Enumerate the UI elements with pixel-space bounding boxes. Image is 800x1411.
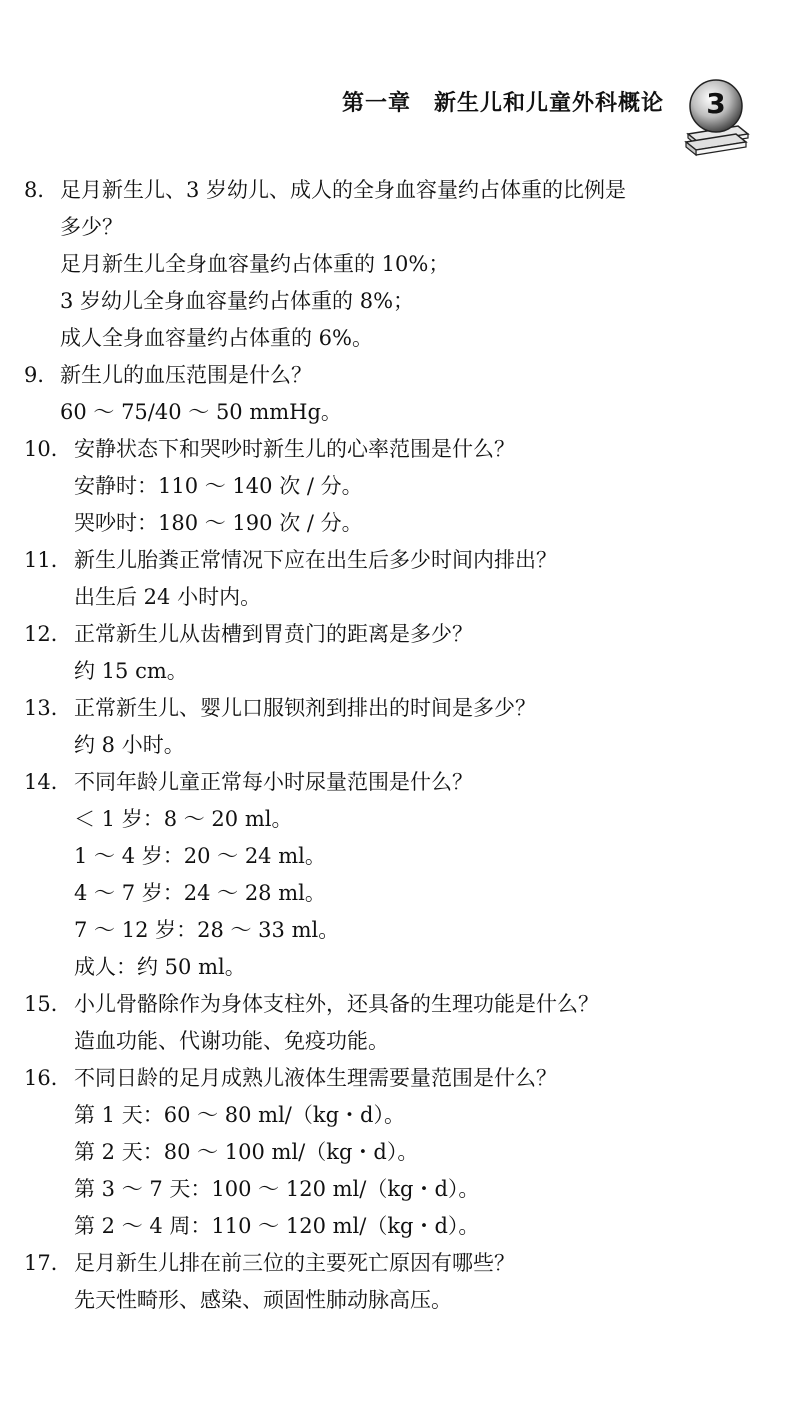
answer-line: 先天性畸形、感染、顽固性肺动脉高压。	[74, 1288, 452, 1312]
qa-item	[0, 1245, 800, 1319]
answer-line: 第 2 ～ 4 周：110 ～ 120 ml/（kg・d）。	[74, 1214, 480, 1238]
qa-item	[0, 986, 800, 1060]
question-number: 10．	[24, 437, 72, 461]
answer-line: 哭吵时：180 ～ 190 次 / 分。	[74, 511, 363, 535]
answer-line: 第 3 ～ 7 天：100 ～ 120 ml/（kg・d）。	[74, 1177, 480, 1201]
qa-list	[0, 172, 800, 1319]
qa-item	[0, 357, 800, 431]
answer-line: 造血功能、代谢功能、免疫功能。	[74, 1029, 389, 1053]
question-number: 17．	[24, 1251, 72, 1275]
page-number: 3	[706, 87, 726, 120]
question-text: 不同年龄儿童正常每小时尿量范围是什么？	[74, 770, 473, 794]
question-line	[0, 542, 800, 579]
qa-item	[0, 172, 800, 357]
answer-line: 3 岁幼儿全身血容量约占体重的 8%；	[60, 289, 415, 313]
answer-line: 约 8 小时。	[74, 733, 185, 757]
qa-item	[0, 542, 800, 616]
question-number: 12．	[24, 622, 72, 646]
question-text: 新生儿的血压范围是什么？	[60, 363, 312, 387]
qa-item	[0, 690, 800, 764]
question-text: 不同日龄的足月成熟儿液体生理需要量范围是什么？	[74, 1066, 557, 1090]
page-number-badge	[680, 76, 752, 160]
answer-line: 第 1 天：60 ～ 80 ml/（kg・d）。	[74, 1103, 405, 1127]
question-text: 正常新生儿从齿槽到胃贲门的距离是多少？	[74, 622, 473, 646]
answer-line: 60 ～ 75/40 ～ 50 mmHg。	[60, 400, 342, 424]
question-number: 15．	[24, 992, 72, 1016]
question-number: 9．	[24, 363, 59, 387]
question-line	[0, 1245, 800, 1282]
question-text: 正常新生儿、婴儿口服钡剂到排出的时间是多少？	[74, 696, 536, 720]
answer-line: 约 15 cm。	[74, 659, 188, 683]
question-text: 新生儿胎粪正常情况下应在出生后多少时间内排出？	[74, 548, 557, 572]
question-number: 16．	[24, 1066, 72, 1090]
qa-item	[0, 431, 800, 542]
answer-line: 成人全身血容量约占体重的 6%。	[60, 326, 373, 350]
chapter-title: 第一章 新生儿和儿童外科概论	[341, 91, 664, 116]
question-text: 足月新生儿、3 岁幼儿、成人的全身血容量约占体重的比例是	[60, 178, 627, 202]
question-number: 13．	[24, 696, 72, 720]
qa-item	[0, 764, 800, 986]
answer-line: 4 ～ 7 岁：24 ～ 28 ml。	[74, 881, 326, 905]
question-text: 小儿骨骼除作为身体支柱外，还具备的生理功能是什么？	[74, 992, 599, 1016]
question-line	[0, 431, 800, 468]
answer-line: 1 ～ 4 岁：20 ～ 24 ml。	[74, 844, 326, 868]
question-line	[0, 690, 800, 727]
question-text: 足月新生儿排在前三位的主要死亡原因有哪些？	[74, 1251, 515, 1275]
answer-line: 出生后 24 小时内。	[74, 585, 262, 609]
answer-line: 成人：约 50 ml。	[74, 955, 246, 979]
question-number: 11．	[24, 548, 72, 572]
answer-line: ＜ 1 岁：8 ～ 20 ml。	[74, 807, 293, 831]
question-line	[0, 172, 800, 209]
question-line	[0, 1060, 800, 1097]
answer-line: 足月新生儿全身血容量约占体重的 10%；	[60, 252, 450, 276]
answer-line: 第 2 天：80 ～ 100 ml/（kg・d）。	[74, 1140, 419, 1164]
question-text: 安静状态下和哭吵时新生儿的心率范围是什么？	[74, 437, 515, 461]
qa-item	[0, 1060, 800, 1245]
answer-line: 7 ～ 12 岁：28 ～ 33 ml。	[74, 918, 340, 942]
question-line	[0, 357, 800, 394]
answer-line: 安静时：110 ～ 140 次 / 分。	[74, 474, 363, 498]
question-number: 14．	[24, 770, 72, 794]
question-text-continued: 多少？	[60, 215, 123, 239]
question-line	[0, 764, 800, 801]
question-number: 8．	[24, 178, 59, 202]
question-line	[0, 616, 800, 653]
question-line	[0, 986, 800, 1023]
qa-item	[0, 616, 800, 690]
